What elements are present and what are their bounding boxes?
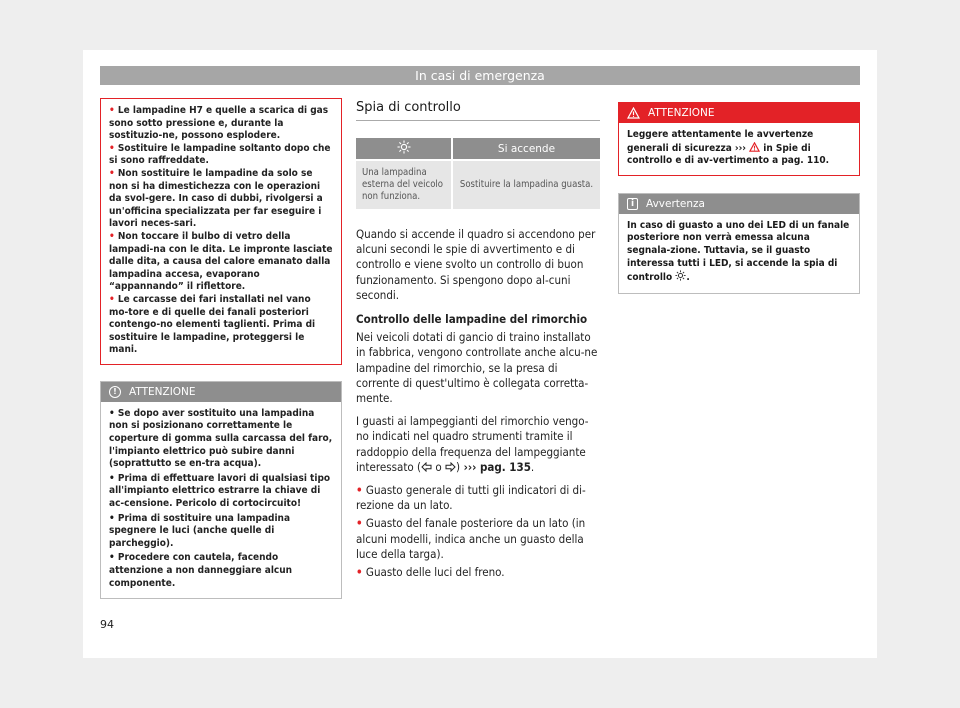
warning-triangle-icon bbox=[627, 107, 640, 119]
note-header bbox=[619, 194, 859, 214]
paragraph: I guasti ai lampeggianti del rimorchio vengo-no indicati nel quadro strumenti tramite il raddoppio della frequenza del lampeggiante interessato ( o ) ››› pag. 135. bbox=[356, 414, 589, 474]
column-right bbox=[618, 102, 860, 294]
attention-box-red bbox=[618, 102, 860, 176]
attention-title: ATTENZIONE bbox=[129, 385, 196, 398]
attention-red-header bbox=[619, 103, 859, 123]
list-item: • Guasto generale di tutti gli indicatori di di-rezione da un lato. bbox=[356, 483, 586, 513]
warning-bullet: • Le carcasse dei fari installati nel vano mo-tore e di quelle dei fanali posteriori contengo-no elementi taglienti. Prima di sostituire le lampadine, proteggersi le mani. bbox=[109, 293, 316, 356]
turn-right-arrow-icon bbox=[445, 462, 456, 472]
attention-box-gray bbox=[100, 381, 342, 599]
attention-bullet: • Prima di sostituire una lampadina spegnere le luci (anche quelle di parcheggio). bbox=[109, 512, 291, 549]
attention-red-body: Leggere attentamente le avvertenze generali di sicurezza ››› in Spie di controllo e di av-vertimento a pag. 110. bbox=[627, 129, 830, 167]
attention-bullet: • Se dopo aver sostituito una lampadina non si posizionano correttamente le coperture di gomma sulla carcassa del faro, l'impianto elettrico può subire danni (soprattutto se en-tra acqua). bbox=[109, 407, 333, 470]
subheading: Controllo delle lampadine del rimorchio bbox=[356, 312, 588, 327]
info-icon: i bbox=[627, 198, 638, 210]
page-reference-link[interactable]: ››› pag. 135 bbox=[460, 459, 531, 474]
page-header: In casi di emergenza bbox=[100, 66, 860, 85]
list-item: • Guasto del fanale posteriore da un lato (in alcuni modelli, indica anche un guasto della luce della targa). bbox=[356, 516, 586, 561]
table-header-label: Si accende bbox=[452, 138, 600, 160]
page-number: 94 bbox=[100, 618, 114, 631]
list-item: • Guasto delle luci del freno. bbox=[356, 565, 505, 580]
section-title: Spia di controllo bbox=[356, 100, 600, 121]
warning-bullet: • Non sostituire le lampadine da solo se non si ha dimestichezza con le operazioni da svol-gere. In caso di dubbi, rivolgersi a un'officina specializzata per far eseguire i lavori neces-sari. bbox=[109, 167, 323, 230]
warning-box bbox=[100, 98, 342, 365]
attention-red-title: ATTENZIONE bbox=[648, 107, 715, 119]
column-middle bbox=[356, 98, 600, 580]
turn-left-arrow-icon bbox=[421, 462, 432, 472]
note-body: In caso di guasto a uno dei LED di un fanale posteriore non verrà emessa alcuna segnala-zione. Tuttavia, se il guasto interessa tutti i LED, si accende la spia di controllo . bbox=[627, 219, 850, 284]
attention-bullet: • Procedere con cautela, facendo attenzione a non danneggiare alcun componente. bbox=[109, 552, 293, 589]
attention-header bbox=[101, 382, 341, 402]
table-header-icon bbox=[356, 138, 452, 160]
column-left bbox=[100, 98, 342, 599]
attention-body bbox=[101, 402, 341, 598]
table-cell-condition: Una lampadina esterna del veicolo non funziona. bbox=[356, 160, 452, 209]
paragraph: Nei veicoli dotati di gancio di traino installato in fabbrica, vengono controllate anche alcu-ne lampadine del rimorchio, se la presa di corrente di quest'ultimo è collegata corretta-mente. bbox=[356, 330, 598, 406]
exclamation-circle-icon: ! bbox=[109, 386, 121, 398]
lamp-icon bbox=[397, 140, 411, 154]
table-cell-action: Sostituire la lampadina guasta. bbox=[452, 160, 600, 209]
warning-bullet: • Le lampadine H7 e quelle a scarica di gas sono sotto pressione e, durante la sostituzio-ne, possono esplodere. bbox=[109, 105, 329, 142]
note-title: Avvertenza bbox=[646, 197, 705, 210]
warning-bullet: • Non toccare il bulbo di vetro della lampadi-na con le dita. Le impronte lasciate dalle dita, a causa del calore emanato dalla lampadina accesa, evaporano “appannando” il riflettore. bbox=[109, 230, 333, 293]
warning-bullet: • Sostituire le lampadine soltanto dopo che si sono raffreddate. bbox=[109, 142, 331, 167]
warning-triangle-small-icon bbox=[749, 142, 760, 152]
table-row bbox=[356, 160, 600, 209]
warning-light-table bbox=[356, 138, 600, 209]
paragraph: Quando si accende il quadro si accendono per alcuni secondi le spie di avvertimento e di controllo e viene svolto un controllo di buon funzionamento. Si spengono dopo al-cuni secondi. bbox=[356, 227, 596, 302]
attention-bullet: • Prima di effettuare lavori di qualsiasi tipo all'impianto elettrico estrarre la chiave di ac-censione. Pericolo di cortocircuito! bbox=[109, 472, 331, 510]
note-box bbox=[618, 193, 860, 294]
lamp-icon bbox=[675, 270, 686, 281]
